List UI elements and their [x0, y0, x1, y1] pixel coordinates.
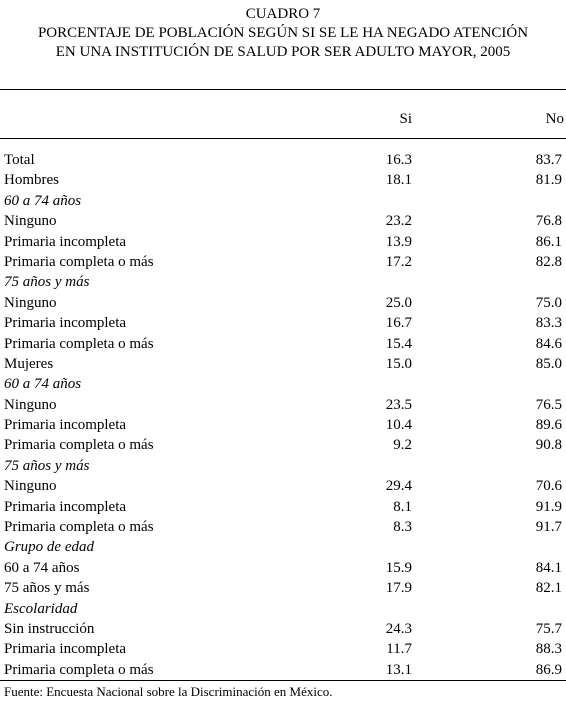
cell-no: 86.1: [535, 233, 562, 250]
cell-no: 91.7: [535, 519, 562, 536]
cell-no: 70.6: [535, 478, 562, 495]
cell-no: 90.8: [535, 437, 562, 454]
table-row: [0, 170, 566, 190]
cell-no: 76.5: [535, 396, 562, 413]
cell-si: 10.4: [385, 417, 412, 434]
cell-no: 89.6: [535, 417, 562, 434]
cell-si: 13.1: [385, 661, 412, 678]
cell-si: 15.4: [385, 335, 412, 352]
row-label: Primaria completa o más: [4, 519, 154, 536]
table-row: [0, 334, 566, 354]
column-header-no: No: [545, 111, 564, 127]
cell-no: 82.1: [535, 580, 562, 597]
row-label: 75 años y más: [4, 457, 90, 474]
table-row: [0, 415, 566, 435]
table-group-heading: [0, 456, 566, 476]
cell-si: 16.7: [385, 315, 412, 332]
cell-si: 25.0: [385, 294, 412, 311]
row-label: Primaria incompleta: [4, 641, 127, 658]
row-label: Ninguno: [4, 478, 57, 495]
table-title-line-2: EN UNA INSTITUCIÓN DE SALUD POR SER ADULTO MAYOR, 2005: [55, 44, 511, 60]
cell-no: 76.8: [535, 213, 562, 230]
cell-no: 75.7: [535, 620, 562, 637]
table-row: [0, 639, 566, 659]
table-row: [0, 313, 566, 333]
row-label: 75 años y más: [4, 580, 90, 597]
table-row: [0, 476, 566, 496]
row-label: Primaria incompleta: [4, 498, 127, 515]
cell-no: 83.3: [535, 315, 562, 332]
table-group-heading: [0, 374, 566, 394]
table-group-heading: [0, 191, 566, 211]
table-row: [0, 211, 566, 231]
table-group-heading: [0, 272, 566, 292]
row-label: Mujeres: [4, 355, 54, 372]
column-header-si: Si: [399, 111, 412, 127]
cell-si: 17.9: [385, 580, 412, 597]
table-title: [0, 5, 566, 62]
top-rule: [0, 89, 566, 90]
table-row: [0, 619, 566, 639]
row-label: Grupo de edad: [4, 539, 94, 556]
cell-si: 13.9: [385, 233, 412, 250]
cell-si: 8.3: [393, 519, 412, 536]
row-label: 60 a 74 años: [4, 376, 82, 393]
row-label: Hombres: [4, 172, 59, 189]
cell-no: 84.1: [535, 559, 562, 576]
table-row: [0, 354, 566, 374]
cell-no: 84.6: [535, 335, 562, 352]
cell-si: 9.2: [393, 437, 412, 454]
cell-si: 15.0: [385, 355, 412, 372]
cell-si: 17.2: [385, 253, 412, 270]
cell-si: 15.9: [385, 559, 412, 576]
row-label: 60 a 74 años: [4, 192, 82, 209]
table-row: [0, 150, 566, 170]
row-label: Total: [4, 152, 35, 168]
cell-no: 81.9: [535, 172, 562, 189]
table-row: [0, 517, 566, 537]
table-title-line-1: PORCENTAJE DE POBLACIÓN SEGÚN SI SE LE HA NEGADO ATENCIÓN: [37, 25, 529, 41]
table-group-heading: [0, 537, 566, 557]
table-row: [0, 293, 566, 313]
table-group-heading: [0, 599, 566, 619]
row-label: Primaria incompleta: [4, 417, 127, 434]
cell-si: 23.2: [385, 213, 412, 230]
row-label: Escolaridad: [4, 600, 78, 617]
cell-no: 75.0: [535, 294, 562, 311]
cell-no: 85.0: [535, 355, 562, 372]
cell-no: 83.7: [535, 152, 562, 168]
cell-si: 16.3: [385, 152, 412, 168]
row-label: Ninguno: [4, 213, 57, 230]
cell-no: 91.9: [535, 498, 562, 515]
table-row: [0, 435, 566, 455]
table-row: [0, 252, 566, 272]
source-note: Fuente: Encuesta Nacional sobre la Discriminación en México.: [4, 684, 333, 699]
row-label: Ninguno: [4, 396, 57, 413]
table-row: [0, 395, 566, 415]
table-number: CUADRO 7: [245, 6, 321, 22]
row-label: 75 años y más: [4, 274, 90, 291]
cell-no: 82.8: [535, 253, 562, 270]
cell-no: 86.9: [535, 661, 562, 678]
row-label: Primaria incompleta: [4, 233, 127, 250]
cell-si: 11.7: [386, 641, 412, 658]
row-label: 60 a 74 años: [4, 559, 80, 576]
cell-si: 8.1: [393, 498, 412, 515]
table-row: [0, 558, 566, 578]
cell-si: 24.3: [385, 620, 412, 637]
row-label: Ninguno: [4, 294, 57, 311]
table-body: [0, 150, 566, 680]
row-label: Primaria completa o más: [4, 661, 154, 678]
table-row: [0, 232, 566, 252]
row-label: Primaria completa o más: [4, 335, 154, 352]
row-label: Sin instrucción: [4, 620, 95, 637]
row-label: Primaria incompleta: [4, 315, 127, 332]
bottom-rule: [0, 680, 566, 681]
cell-no: 88.3: [535, 641, 562, 658]
cell-si: 29.4: [385, 478, 412, 495]
row-label: Primaria completa o más: [4, 253, 154, 270]
header-rule: [0, 138, 566, 139]
table-row: [0, 578, 566, 598]
cell-si: 18.1: [385, 172, 412, 189]
table-row: [0, 497, 566, 517]
cell-si: 23.5: [385, 396, 412, 413]
row-label: Primaria completa o más: [4, 437, 154, 454]
table-row: [0, 660, 566, 680]
